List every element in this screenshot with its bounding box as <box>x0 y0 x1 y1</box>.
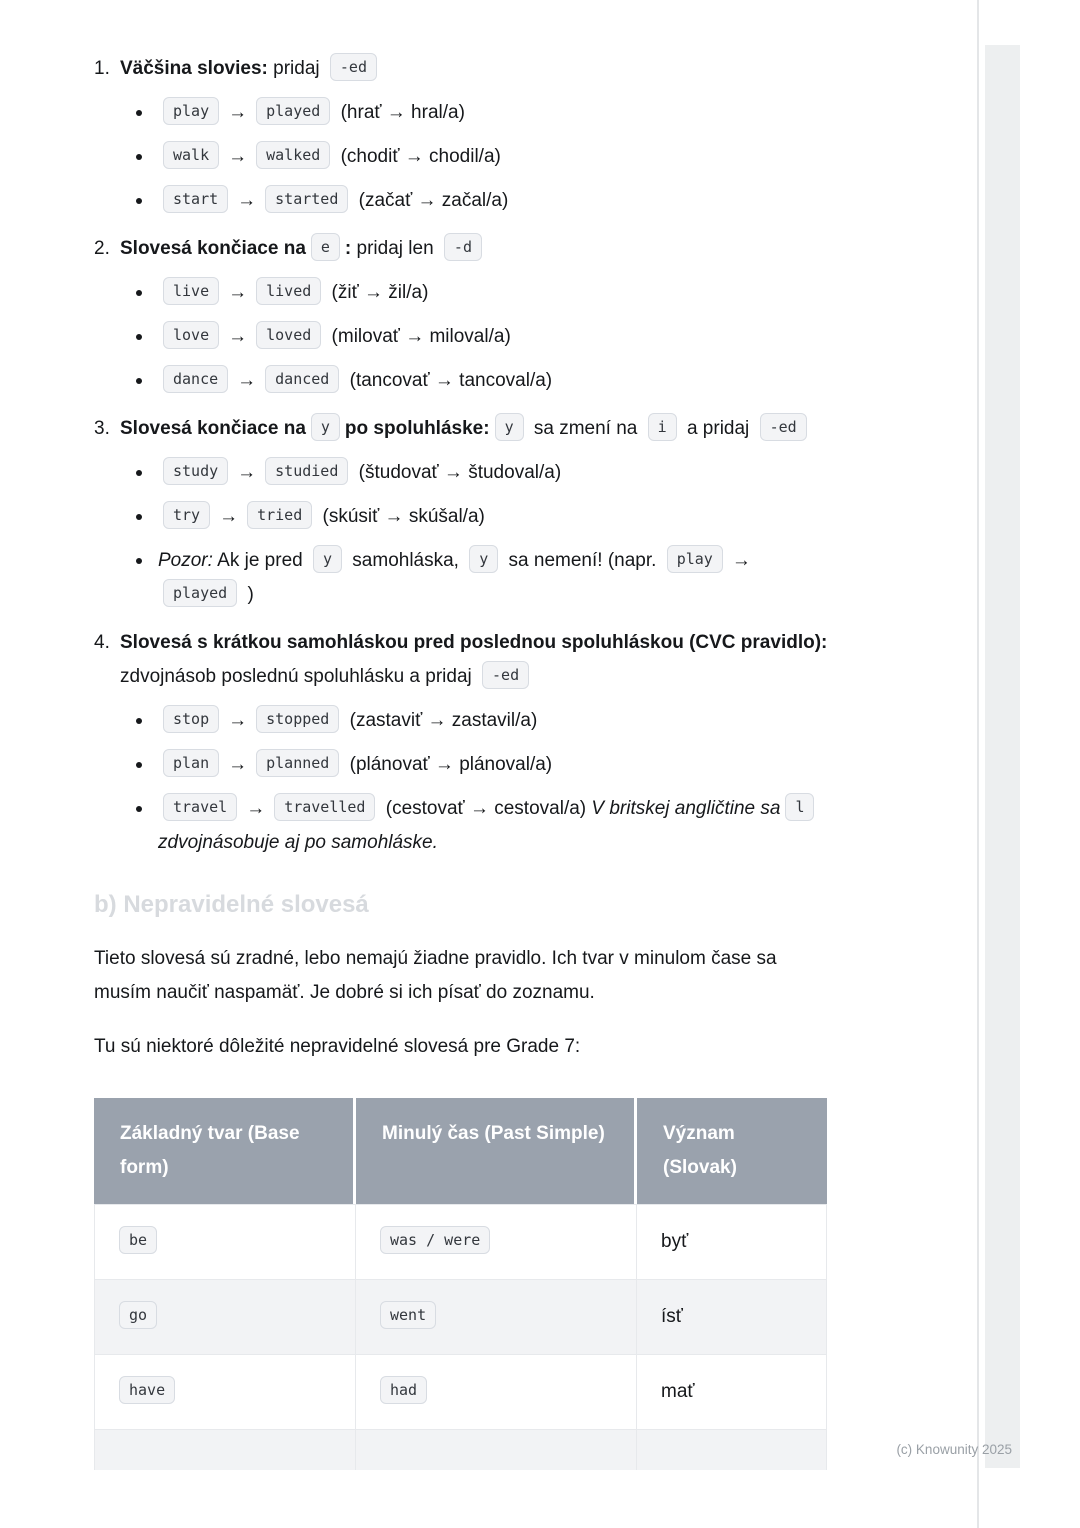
bullet-list <box>94 96 832 218</box>
code-chip: tried <box>247 501 312 529</box>
bold-text: Slovesá končiace na <box>120 418 306 439</box>
bullet-item <box>94 704 832 738</box>
rules-list <box>94 52 832 860</box>
bullet-dot <box>136 154 142 160</box>
text: pridaj <box>267 58 325 79</box>
bullet-text <box>158 704 832 738</box>
table-row <box>94 1279 827 1354</box>
italic-text: V britskej angličtine sa <box>591 798 781 819</box>
code-chip: study <box>163 457 228 485</box>
bullet-text <box>158 276 832 310</box>
text: zdvojnásob poslednú spoluhlásku a pridaj <box>120 666 478 687</box>
rule-title <box>94 52 832 86</box>
code-chip: stop <box>163 705 219 733</box>
text: (plánovať → plánoval/a) <box>344 754 553 775</box>
text: (tancovať → tancoval/a) <box>344 370 553 391</box>
code-chip: loved <box>256 321 321 349</box>
code-chip: travelled <box>274 793 375 821</box>
bullet-dot <box>136 290 142 296</box>
table-header-row <box>94 1098 827 1204</box>
table-header-cell: Základný tvar (Base form) <box>94 1098 356 1204</box>
rule-title <box>94 626 832 694</box>
arrow-icon: → <box>237 462 257 483</box>
text: (študovať → študoval/a) <box>353 462 562 483</box>
paragraph-table-lead: Tu sú niektoré dôležité nepravidelné slovesá pre Grade 7: <box>94 1036 581 1057</box>
italic-text: Pozor: <box>158 550 213 571</box>
text: byť <box>661 1231 689 1252</box>
text: (zastaviť → zastavil/a) <box>344 710 538 731</box>
bullet-item <box>94 500 832 534</box>
code-chip: walk <box>163 141 219 169</box>
rule-number: 1. <box>94 58 110 79</box>
table-row <box>94 1204 827 1279</box>
code-chip: l <box>785 793 814 821</box>
text: pridaj len <box>351 238 439 259</box>
text: sa nemení! (napr. <box>503 550 662 571</box>
code-chip: played <box>163 579 237 607</box>
text: (žiť → žil/a) <box>326 282 429 303</box>
text: (začať → začal/a) <box>353 190 509 211</box>
code-chip: y <box>311 413 340 441</box>
text: (cestovať → cestoval/a) <box>380 798 592 819</box>
code-chip: had <box>380 1376 427 1404</box>
content-area <box>94 52 832 1470</box>
bullet-list <box>94 704 832 860</box>
bold-text: Väčšina slovies: <box>120 58 268 79</box>
bold-text: Slovesá končiace na <box>120 238 306 259</box>
bold-text: : <box>344 238 352 259</box>
code-chip: y <box>495 413 524 441</box>
text: samohláska, <box>347 550 465 571</box>
bold-text: po spoluhláske: <box>344 418 490 439</box>
rule-number: 2. <box>94 238 110 259</box>
text: a pridaj <box>681 418 755 439</box>
bullet-text <box>158 500 832 534</box>
code-chip: plan <box>163 749 219 777</box>
table-cell <box>356 1279 637 1354</box>
rule <box>94 52 832 218</box>
code-chip: -ed <box>760 413 807 441</box>
bullet-dot <box>136 198 142 204</box>
rule <box>94 412 832 612</box>
table-body <box>94 1204 827 1470</box>
paragraph-intro: Tieto slovesá sú zradné, lebo nemajú žiadne pravidlo. Ich tvar v minulom čase sa musím naučiť naspamäť. Je dobré si ich písať do zoznamu. <box>94 948 777 1003</box>
table-header <box>94 1098 827 1204</box>
bullet-text <box>158 140 832 174</box>
arrow-icon: → <box>219 506 239 527</box>
bullet-dot <box>136 378 142 384</box>
rule-title-text <box>120 52 832 86</box>
bullet-dot <box>136 334 142 340</box>
bullet-item <box>94 364 832 398</box>
text: (skúsiť → skúšal/a) <box>317 506 485 527</box>
text: (hrať → hral/a) <box>335 102 465 123</box>
table-cell <box>94 1429 356 1470</box>
bullet-dot <box>136 806 142 812</box>
italic-text: zdvojnásobuje aj po samohláske. <box>158 832 438 853</box>
bullet-item <box>94 792 832 860</box>
irregular-verbs-table <box>94 1098 827 1470</box>
arrow-icon: → <box>237 370 257 391</box>
rule <box>94 232 832 398</box>
table-cell <box>356 1429 637 1470</box>
bullet-item <box>94 184 832 218</box>
footer-credit: (c) Knowunity 2025 <box>896 1442 1012 1457</box>
code-chip: e <box>311 233 340 261</box>
bullet-text <box>158 320 832 354</box>
table-cell <box>637 1429 827 1470</box>
table-header-cell: Minulý čas (Past Simple) <box>356 1098 637 1204</box>
bullet-item <box>94 456 832 490</box>
bullet-item <box>94 96 832 130</box>
bullet-item <box>94 748 832 782</box>
text: mať <box>661 1381 695 1402</box>
rule-title-text <box>120 412 832 446</box>
code-chip: y <box>313 545 342 573</box>
code-chip: danced <box>265 365 339 393</box>
code-chip: love <box>163 321 219 349</box>
bullet-dot <box>136 110 142 116</box>
table-cell <box>94 1204 356 1279</box>
bullet-dot <box>136 762 142 768</box>
table-cell <box>356 1204 637 1279</box>
text: (chodiť → chodil/a) <box>335 146 501 167</box>
code-chip: stopped <box>256 705 339 733</box>
code-chip: y <box>469 545 498 573</box>
code-chip: walked <box>256 141 330 169</box>
table-cell <box>94 1354 356 1429</box>
text: sa zmení na <box>528 418 643 439</box>
arrow-icon: → <box>246 798 266 819</box>
rule-title <box>94 232 832 266</box>
rule-title-text <box>120 626 832 694</box>
code-chip: dance <box>163 365 228 393</box>
code-chip: live <box>163 277 219 305</box>
bullet-text <box>158 792 832 860</box>
code-chip: play <box>163 97 219 125</box>
bullet-item <box>94 544 832 612</box>
bullet-text <box>158 748 832 782</box>
bullet-list <box>94 276 832 398</box>
code-chip: have <box>119 1376 175 1404</box>
code-chip: started <box>265 185 348 213</box>
arrow-icon: → <box>228 102 248 123</box>
rule-title <box>94 412 832 446</box>
arrow-icon: → <box>237 190 257 211</box>
arrow-icon: → <box>228 326 248 347</box>
arrow-icon: → <box>228 710 248 731</box>
bullet-item <box>94 320 832 354</box>
arrow-icon: → <box>228 146 248 167</box>
table-cell <box>637 1279 827 1354</box>
page-edge-divider <box>977 0 979 1528</box>
arrow-icon: → <box>228 754 248 775</box>
bullet-text <box>158 456 832 490</box>
table-cell <box>94 1279 356 1354</box>
code-chip: i <box>648 413 677 441</box>
bullet-text <box>158 544 832 612</box>
code-chip: planned <box>256 749 339 777</box>
text: (milovať → miloval/a) <box>326 326 511 347</box>
bold-text: Slovesá s krátkou samohláskou pred poslednou spoluhláskou (CVC pravidlo): <box>120 632 828 653</box>
code-chip: start <box>163 185 228 213</box>
bullet-item <box>94 276 832 310</box>
table-cell <box>356 1354 637 1429</box>
rule-number: 4. <box>94 632 110 653</box>
code-chip: went <box>380 1301 436 1329</box>
rule-number: 3. <box>94 418 110 439</box>
code-chip: travel <box>163 793 237 821</box>
table-header-cell: Význam (Slovak) <box>637 1098 827 1204</box>
table-cell <box>637 1204 827 1279</box>
rule-title-text <box>120 232 832 266</box>
bullet-list <box>94 456 832 612</box>
bullet-dot <box>136 514 142 520</box>
bullet-text <box>158 184 832 218</box>
arrow-icon: → <box>731 550 751 571</box>
arrow-icon: → <box>228 282 248 303</box>
code-chip: lived <box>256 277 321 305</box>
bullet-text <box>158 364 832 398</box>
text: ísť <box>661 1306 683 1327</box>
bullet-dot <box>136 718 142 724</box>
scrollbar-track[interactable] <box>985 45 1020 1468</box>
code-chip: played <box>256 97 330 125</box>
code-chip: -ed <box>482 661 529 689</box>
code-chip: play <box>667 545 723 573</box>
section-heading: b) Nepravidelné slovesá <box>94 891 369 918</box>
bullet-dot <box>136 470 142 476</box>
bullet-item <box>94 140 832 174</box>
code-chip: go <box>119 1301 157 1329</box>
code-chip: studied <box>265 457 348 485</box>
code-chip: was / were <box>380 1226 490 1254</box>
code-chip: try <box>163 501 210 529</box>
text: Ak je pred <box>212 550 308 571</box>
code-chip: be <box>119 1226 157 1254</box>
bullet-dot <box>136 558 142 564</box>
text: ) <box>242 584 254 605</box>
code-chip: -ed <box>330 53 377 81</box>
table-row <box>94 1354 827 1429</box>
rule <box>94 626 832 860</box>
table-row <box>94 1429 827 1470</box>
code-chip: -d <box>444 233 482 261</box>
table-cell <box>637 1354 827 1429</box>
bullet-text <box>158 96 832 130</box>
